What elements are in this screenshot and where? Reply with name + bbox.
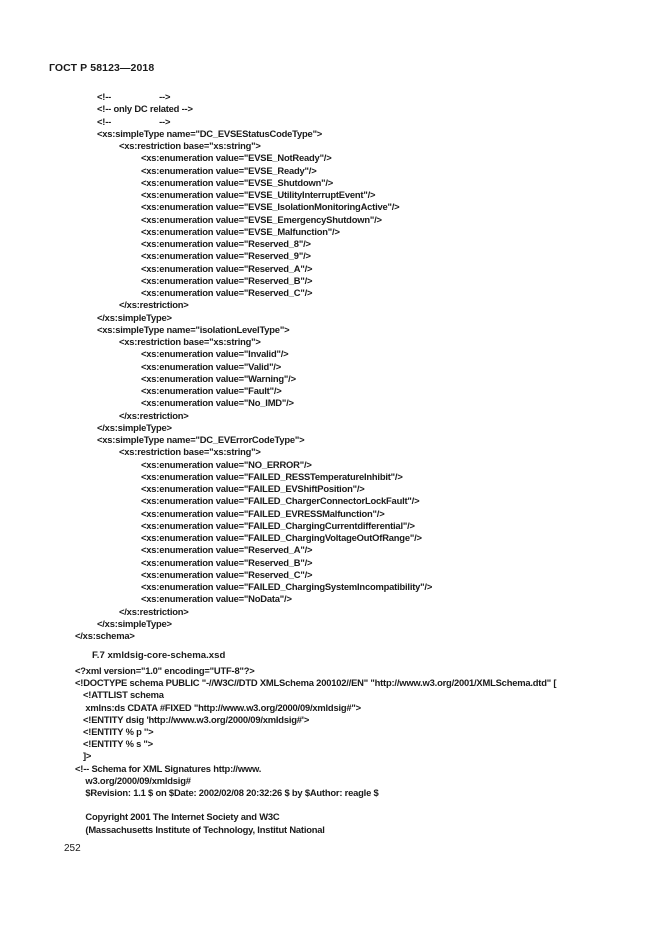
code-line: $Revision: 1.1 $ on $Date: 2002/02/08 20:32:26 $ by $Author: reagle $ <box>83 787 379 798</box>
code-line: </xs:simpleType> <box>97 421 172 433</box>
code-line: <xs:enumeration value="Reserved_9"/> <box>141 250 311 262</box>
code-line: <xs:restriction base="xs:string"> <box>119 336 261 347</box>
code-line: <xs:enumeration value="FAILED_ChargerConnectorLockFault"/> <box>141 495 420 507</box>
code-line: <xs:enumeration value="EVSE_NotReady"/> <box>141 152 332 164</box>
code-line: <xs:enumeration value="EVSE_Ready"/> <box>141 164 317 176</box>
code-line: <xs:enumeration value="FAILED_ChargingSystemIncompatibility"/> <box>141 581 433 592</box>
code-line: <xs:enumeration value="FAILED_ChargingCurrentdifferential"/> <box>141 519 415 531</box>
code-line: <!DOCTYPE schema PUBLIC "-//W3C//DTD XMLSchema 200102//EN" "http://www.w3.org/2001/XMLSchema.dtd" [ <box>75 677 557 689</box>
code-line: <xs:simpleType name="DC_EVErrorCodeType"> <box>97 434 305 445</box>
code-line: <xs:simpleType name="DC_EVSEStatusCodeType"> <box>97 127 323 139</box>
code-line: <xs:enumeration value="EVSE_IsolationMonitoringActive"/> <box>141 201 400 213</box>
code-line: <xs:restriction base="xs:string"> <box>119 140 261 151</box>
code-line: <!ENTITY % p ''> <box>83 726 154 737</box>
code-line: <!-- only DC related --> <box>97 103 193 115</box>
code-line: xmlns:ds CDATA #FIXED "http://www.w3.org/2000/09/xmldsig#"> <box>83 701 361 713</box>
code-line: <xs:enumeration value="Reserved_B"/> <box>141 274 313 286</box>
code-line: <?xml version="1.0" encoding="UTF-8"?> <box>75 665 255 676</box>
code-line: <xs:enumeration value="FAILED_EVRESSMalfunction"/> <box>141 507 385 519</box>
code-line: <xs:enumeration value="NoData"/> <box>141 593 292 605</box>
code-line: Copyright 2001 The Internet Society and W3C <box>83 811 280 823</box>
code-line: <xs:enumeration value="Warning"/> <box>141 372 296 384</box>
code-line: </xs:schema> <box>75 630 135 641</box>
code-line: <!-- --> <box>97 115 171 127</box>
code-line: <xs:enumeration value="EVSE_EmergencyShutdown"/> <box>141 213 382 225</box>
code-line: (Massachusetts Institute of Technology, Institut National <box>83 823 325 835</box>
code-line: <xs:enumeration value="Reserved_A"/> <box>141 262 313 274</box>
code-line: <xs:enumeration value="Reserved_8"/> <box>141 238 311 249</box>
code-line: </xs:restriction> <box>119 605 189 617</box>
code-line: </xs:restriction> <box>119 409 189 421</box>
code-line: </xs:simpleType> <box>97 311 172 323</box>
section-heading: F.7 xmldsig-core-schema.xsd <box>92 650 226 661</box>
code-line: <!ATTLIST schema <box>83 689 164 701</box>
code-line: <xs:enumeration value="No_IMD"/> <box>141 397 294 409</box>
code-line: <xs:enumeration value="Reserved_C"/> <box>141 568 313 580</box>
code-line: <xs:enumeration value="NO_ERROR"/> <box>141 458 312 470</box>
code-line: <xs:enumeration value="FAILED_EVShiftPosition"/> <box>141 483 365 494</box>
code-line: <xs:enumeration value="Reserved_B"/> <box>141 556 313 568</box>
code-line: <!-- Schema for XML Signatures http://www. <box>75 762 262 774</box>
code-line: <xs:enumeration value="FAILED_ChargingVoltageOutOfRange"/> <box>141 532 422 543</box>
code-line: </xs:simpleType> <box>97 617 172 629</box>
code-line: <xs:enumeration value="Reserved_C"/> <box>141 287 313 298</box>
page-number: 252 <box>64 843 81 854</box>
code-line: <xs:restriction base="xs:string"> <box>119 446 261 458</box>
code-line: <xs:enumeration value="Invalid"/> <box>141 348 289 360</box>
code-line: <!ENTITY % s ''> <box>83 738 153 750</box>
code-line: <xs:enumeration value="EVSE_Shutdown"/> <box>141 176 334 188</box>
code-line: <xs:enumeration value="Fault"/> <box>141 385 282 396</box>
code-line: <xs:enumeration value="Reserved_A"/> <box>141 544 313 556</box>
code-line: <xs:enumeration value="EVSE_UtilityInterruptEvent"/> <box>141 189 376 200</box>
code-line: w3.org/2000/09/xmldsig# <box>83 774 191 786</box>
code-line: <!-- --> <box>97 91 171 102</box>
code-line: </xs:restriction> <box>119 299 189 311</box>
code-line: <xs:enumeration value="FAILED_RESSTemperatureInhibit"/> <box>141 470 403 482</box>
code-line: ]> <box>83 750 92 762</box>
document-header: ГОСТ Р 58123—2018 <box>49 62 155 74</box>
code-line: <!ENTITY dsig 'http://www.w3.org/2000/09/xmldsig#'> <box>83 713 310 725</box>
code-line: <xs:enumeration value="EVSE_Malfunction"/> <box>141 225 340 237</box>
code-line: <xs:enumeration value="Valid"/> <box>141 360 281 372</box>
code-line: <xs:simpleType name="isolationLevelType"> <box>97 323 290 335</box>
